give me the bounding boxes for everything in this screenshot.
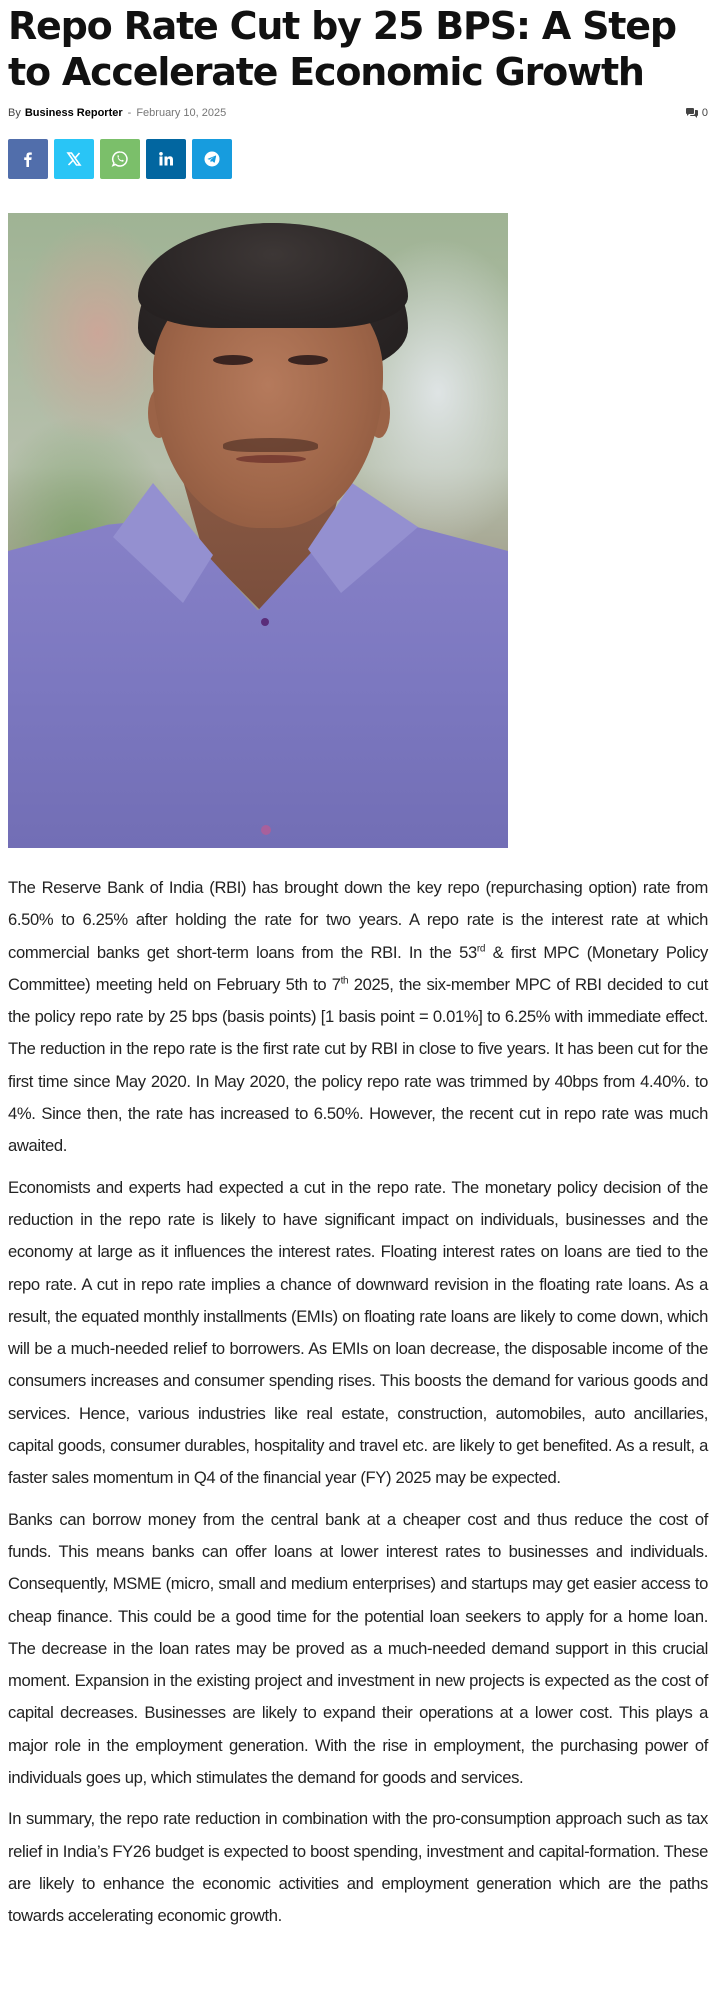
x-icon bbox=[65, 150, 83, 168]
meta-separator: - bbox=[127, 107, 132, 119]
paragraph-1 bbox=[8, 872, 708, 1163]
featured-image bbox=[8, 213, 508, 848]
paragraph-4: In summary, the repo rate reduction in combination with the pro-consumption approach such as tax relief in India’s FY26 budget is expected to boost spending, investment and capital-formation. These are likely to enhance the economic activities and employment generation which are the paths towards accelerating economic growth. bbox=[8, 1809, 708, 1926]
photo-shirt-button bbox=[261, 825, 271, 835]
whatsapp-icon bbox=[111, 150, 129, 168]
photo-shirt-button-top bbox=[261, 618, 269, 626]
share-whatsapp-button[interactable] bbox=[100, 139, 140, 179]
paragraph-2: Economists and experts had expected a cut in the repo rate. The monetary policy decision of the reduction in the repo rate is likely to have significant impact on individuals, businesses and the economy at large as it influences the interest rates. Floating interest rates on loans are tied to the repo rate. A cut in repo rate implies a chance of downward revision in the floating rate loans. As a result, the equated monthly installments (EMIs) on floating rate loans are likely to come down, which will be a much-needed relief to borrowers. As EMIs on loan decrease, the disposable income of the consumers increases and consumer spending rises. This boosts the demand for various goods and services. Hence, various industries like real estate, construction, automobiles, auto ancillaries, capital goods, consumer durables, hospitality and travel etc. are likely to get benefited. As a result, a faster sales momentum in Q4 of the financial year (FY) 2025 may be expected. bbox=[8, 1177, 708, 1488]
share-facebook-button[interactable] bbox=[8, 139, 48, 179]
paragraph-1-text-a: The Reserve Bank of India (RBI) has brought down the key repo (repurchasing option) rate from 6.50% to 6.25% after holding the rate for two years. A repo rate is the interest rate at which commercial banks get short-term loans from the RBI. In the 53 bbox=[8, 878, 708, 962]
author-link[interactable]: Business Reporter bbox=[24, 107, 123, 119]
comments-icon bbox=[686, 108, 698, 118]
superscript-rd: rd bbox=[476, 943, 486, 955]
comments-link[interactable] bbox=[686, 105, 708, 121]
publish-date: February 10, 2025 bbox=[136, 107, 227, 119]
article-title: Repo Rate Cut by 25 BPS: A Step to Accelerate Economic Growth bbox=[8, 4, 676, 94]
photo-hair-top bbox=[138, 223, 408, 328]
share-x-button[interactable] bbox=[54, 139, 94, 179]
paragraph-1-text-c: 2025, the six-member MPC of RBI decided to cut the policy repo rate by 25 bps (basis points) [1 basis point = 0.01%] to 6.25% with immediate effect. The reduction in the repo rate is the first rate cut by RBI in close to five years. It has been cut for the first time since May 2020. In May 2020, the policy repo rate was trimmed by 40bps from 4.40%. to 4%. Since then, the rate has increased to 6.50%. However, the recent cut in repo rate was much awaited. bbox=[8, 974, 708, 1156]
share-linkedin-button[interactable] bbox=[146, 139, 186, 179]
photo-eye-left bbox=[213, 355, 253, 365]
superscript-th: th bbox=[340, 975, 349, 987]
facebook-icon bbox=[19, 150, 37, 168]
share-telegram-button[interactable] bbox=[192, 139, 232, 179]
byline-label: By bbox=[8, 107, 21, 119]
share-buttons bbox=[8, 139, 232, 179]
photo-mouth bbox=[236, 455, 306, 463]
telegram-icon bbox=[203, 150, 221, 168]
article-body bbox=[8, 872, 708, 1942]
photo-eye-right bbox=[288, 355, 328, 365]
article-meta bbox=[8, 105, 708, 121]
photo-mustache bbox=[223, 438, 318, 452]
paragraph-1-text-b: & first MPC (Monetary Policy Committee) meeting held on February 5th to 7 bbox=[8, 942, 708, 994]
linkedin-icon bbox=[157, 150, 175, 168]
comment-count: 0 bbox=[701, 107, 708, 119]
paragraph-3: Banks can borrow money from the central bank at a cheaper cost and thus reduce the cost of funds. This means banks can offer loans at lower interest rates to businesses and individuals. Consequently, MSME (micro, small and medium enterprises) and startups may get easier access to cheap finance. This could be a good time for the potential loan seekers to apply for a home loan. The decrease in the loan rates may be proved as a much-needed demand support in this crucial moment. Expansion in the existing project and investment in new projects is expected as the cost of capital decreases. Businesses are likely to expand their operations at a lower cost. This plays a major role in the employment generation. With the rise in employment, the purchasing power of individuals goes up, which stimulates the demand for goods and services. bbox=[8, 1509, 708, 1788]
